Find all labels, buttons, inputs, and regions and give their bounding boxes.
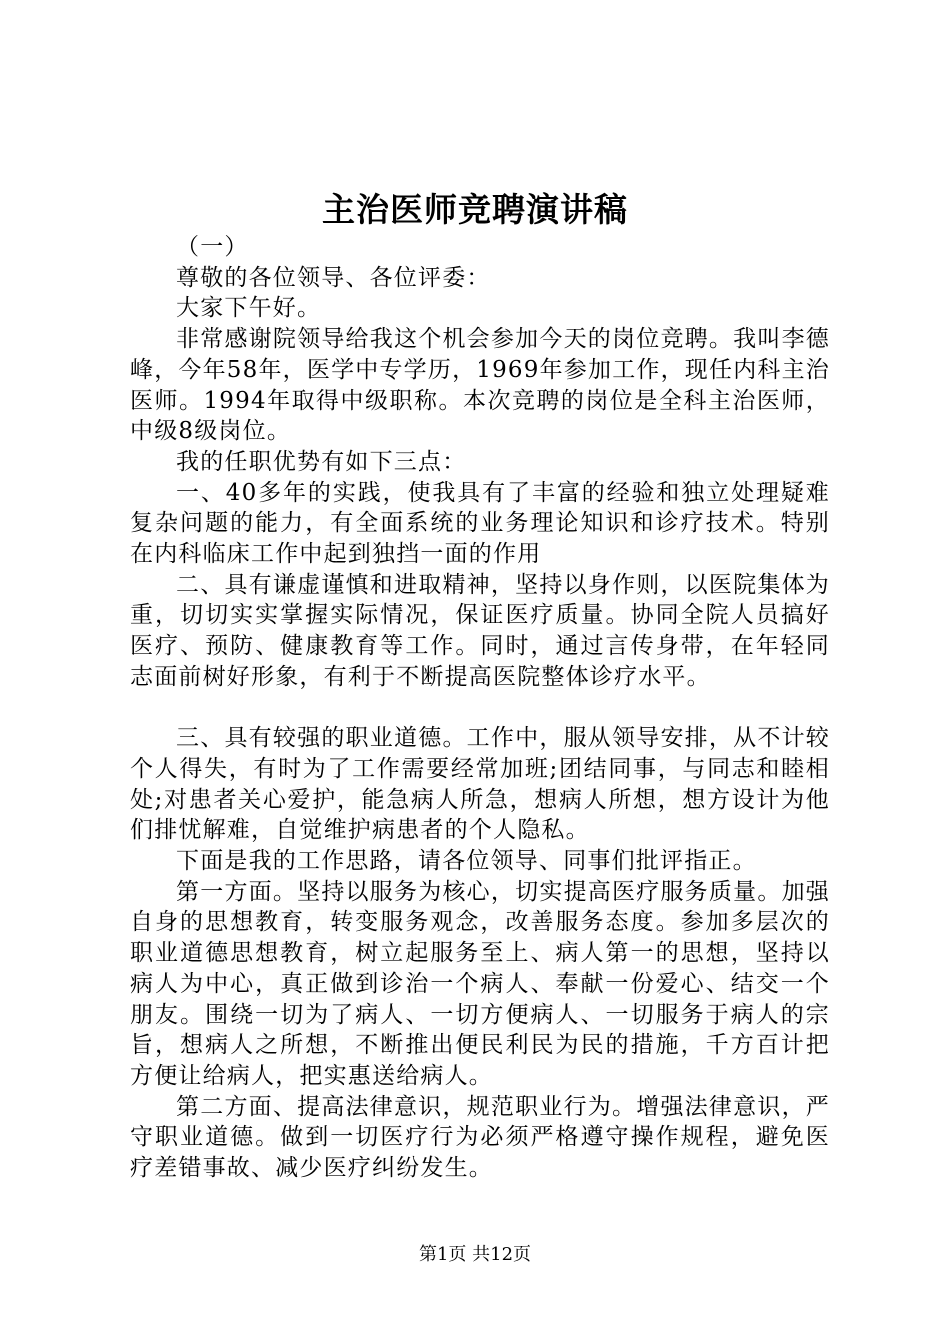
document-title: 主治医师竞聘演讲稿 xyxy=(322,190,628,229)
section-marker: （一） xyxy=(176,234,249,260)
paragraph-advantage-3: 三、具有较强的职业道德。工作中，服从领导安排，从不计较个人得失，有时为了工作需要经常加班;团结同事，与同志和睦相处;对患者关心爱护，能急病人所急，想病人所想，想方设计为他们排忧解难，自觉维护病患者的个人隐私。 xyxy=(130,725,830,844)
paragraph-advantages-heading: 我的任职优势有如下三点： xyxy=(176,448,467,475)
paragraph-plan-1: 第一方面。坚持以服务为核心，切实提高医疗服务质量。加强自身的思想教育，转变服务观念，改善服务态度。参加多层次的职业道德思想教育，树立起服务至上、病人第一的思想，坚持以病人为中心，真正做到诊治一个病人、奉献一份爱心、结交一个朋友。围绕一切为了病人、一切方便病人、一切服务于病人的宗旨，想病人之所想，不断推出便民利民为民的措施，千方百计把方便让给病人，把实惠送给病人。 xyxy=(130,878,830,1089)
paragraph-advantage-2: 二、具有谦虚谨慎和进取精神，坚持以身作则，以医院集体为重，切切实实掌握实际情况，保证医疗质量。协同全院人员搞好医疗、预防、健康教育等工作。同时，通过言传身带，在年轻同志面前树好形象，有利于不断提高医院整体诊疗水平。 xyxy=(130,571,830,690)
document-body xyxy=(130,232,830,1184)
paragraph-advantage-1: 一、40多年的实践，使我具有了丰富的经验和独立处理疑难复杂问题的能力，有全面系统的业务理论知识和诊疗技术。特别在内科临床工作中起到独挡一面的作用 xyxy=(130,479,830,568)
paragraph-work-plan-intro: 下面是我的工作思路，请各位领导、同事们批评指正。 xyxy=(176,848,757,875)
blank-line xyxy=(130,693,830,724)
salutation: 尊敬的各位领导、各位评委： xyxy=(176,264,491,291)
greeting: 大家下午好。 xyxy=(176,295,322,322)
paragraph-intro: 非常感谢院领导给我这个机会参加今天的岗位竞聘。我叫李德峰，今年58年，医学中专学历，1969年参加工作，现任内科主治医师。1994年取得中级职称。本次竞聘的岗位是全科主治医师，中级8级岗位。 xyxy=(130,326,830,445)
paragraph-plan-2: 第二方面、提高法律意识，规范职业行为。增强法律意识，严守职业道德。做到一切医疗行为必须严格遵守操作规程，避免医疗差错事故、减少医疗纠纷发生。 xyxy=(130,1093,830,1182)
page-number: 第1页 共12页 xyxy=(418,1244,532,1265)
